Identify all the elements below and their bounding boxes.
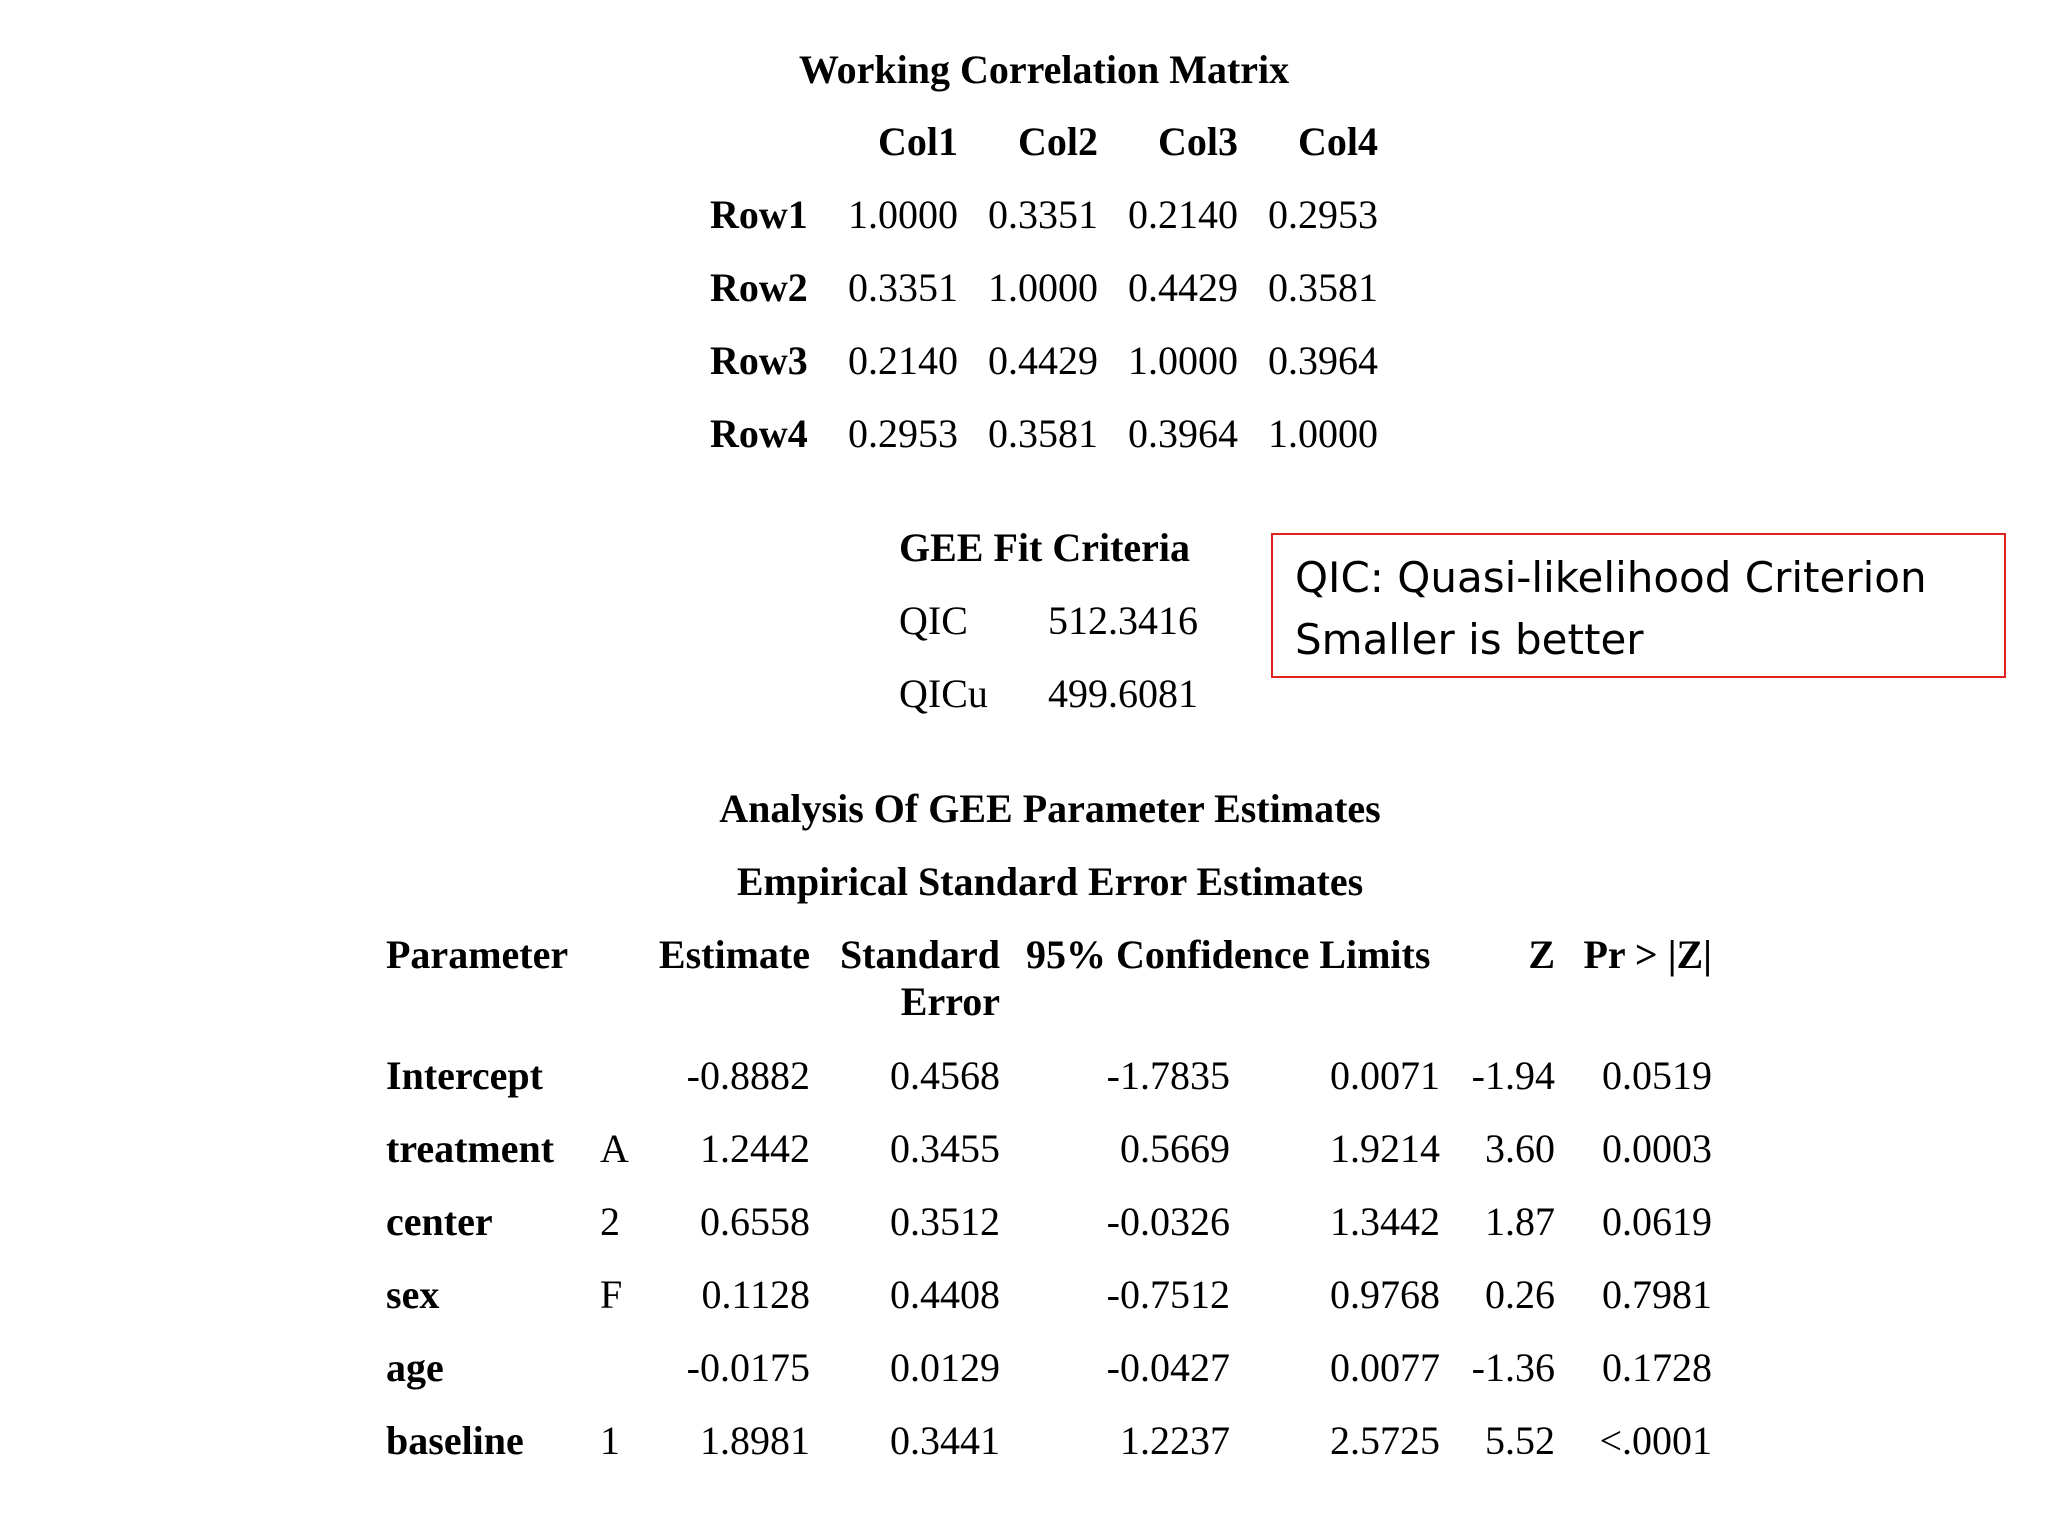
row-p-value: 0.0619	[1602, 1199, 1712, 1244]
row-upper-limit: 1.9214	[1330, 1126, 1440, 1171]
fit-criteria-title: GEE Fit Criteria	[899, 525, 1191, 570]
matrix-cell: 0.4429	[1128, 265, 1238, 310]
annotation-line: QIC: Quasi-likelihood Criterion	[1295, 553, 1927, 602]
parameter-estimates-subtitle: Empirical Standard Error Estimates	[736, 859, 1364, 904]
row-z: 3.60	[1485, 1126, 1555, 1171]
matrix-cell: 0.2140	[1128, 192, 1238, 237]
row-lower-limit: -0.0427	[1106, 1345, 1230, 1390]
row-upper-limit: 0.0071	[1330, 1053, 1440, 1098]
row-upper-limit: 2.5725	[1330, 1418, 1440, 1463]
row-level: A	[600, 1126, 629, 1171]
row-lower-limit: 1.2237	[1120, 1418, 1230, 1463]
matrix-col-header: Col4	[1298, 119, 1378, 164]
row-p-value: 0.7981	[1602, 1272, 1712, 1317]
row-p-value: 0.0003	[1602, 1126, 1712, 1171]
matrix-cell: 0.3581	[1268, 265, 1378, 310]
matrix-col-header: Col2	[1018, 119, 1098, 164]
fit-criteria-label: QIC	[899, 598, 968, 643]
header-confidence-limits: 95% Confidence Limits	[1026, 932, 1431, 977]
row-upper-limit: 0.0077	[1330, 1345, 1440, 1390]
matrix-cell: 0.3581	[988, 411, 1098, 456]
row-estimate: 1.8981	[700, 1418, 810, 1463]
matrix-cell: 0.4429	[988, 338, 1098, 383]
row-std-error: 0.3512	[890, 1199, 1000, 1244]
row-parameter: age	[386, 1345, 444, 1390]
row-parameter: treatment	[386, 1126, 555, 1171]
row-estimate: -0.8882	[686, 1053, 810, 1098]
matrix-cell: 1.0000	[1268, 411, 1378, 456]
row-level: 2	[600, 1199, 620, 1244]
row-upper-limit: 0.9768	[1330, 1272, 1440, 1317]
row-parameter: center	[386, 1199, 493, 1244]
row-p-value: <.0001	[1599, 1418, 1712, 1463]
row-level: 1	[600, 1418, 620, 1463]
matrix-cell: 1.0000	[1128, 338, 1238, 383]
parameter-estimates-title: Analysis Of GEE Parameter Estimates	[719, 786, 1381, 831]
row-z: -1.94	[1471, 1053, 1555, 1098]
working-correlation-title: Working Correlation Matrix	[798, 47, 1290, 92]
row-z: 0.26	[1485, 1272, 1555, 1317]
matrix-row-header: Row1	[710, 192, 808, 237]
row-upper-limit: 1.3442	[1330, 1199, 1440, 1244]
row-std-error: 0.4408	[890, 1272, 1000, 1317]
row-lower-limit: -0.0326	[1106, 1199, 1230, 1244]
row-parameter: sex	[386, 1272, 440, 1317]
matrix-cell: 0.2953	[1268, 192, 1378, 237]
row-estimate: 0.1128	[701, 1272, 810, 1317]
row-lower-limit: 0.5669	[1120, 1126, 1230, 1171]
fit-criteria-value: 499.6081	[1048, 671, 1198, 716]
annotation-line: Smaller is better	[1295, 615, 1644, 664]
header-z: Z	[1528, 932, 1555, 977]
header-standard: Standard	[839, 932, 1000, 977]
matrix-cell: 0.2953	[848, 411, 958, 456]
row-estimate: -0.0175	[686, 1345, 810, 1390]
row-estimate: 1.2442	[700, 1126, 810, 1171]
matrix-col-header: Col3	[1158, 119, 1238, 164]
row-level: F	[600, 1272, 623, 1317]
fit-criteria-value: 512.3416	[1048, 598, 1198, 643]
row-std-error: 0.4568	[890, 1053, 1000, 1098]
matrix-cell: 0.3351	[848, 265, 958, 310]
header-error: Error	[900, 979, 1000, 1024]
row-z: 1.87	[1485, 1199, 1555, 1244]
row-std-error: 0.3441	[890, 1418, 1000, 1463]
matrix-cell: 0.3964	[1128, 411, 1238, 456]
row-lower-limit: -1.7835	[1106, 1053, 1230, 1098]
matrix-cell: 0.3351	[988, 192, 1098, 237]
matrix-cell: 1.0000	[848, 192, 958, 237]
row-estimate: 0.6558	[700, 1199, 810, 1244]
header-estimate: Estimate	[658, 932, 810, 977]
matrix-row-header: Row3	[710, 338, 808, 383]
matrix-cell: 0.3964	[1268, 338, 1378, 383]
row-std-error: 0.0129	[890, 1345, 1000, 1390]
matrix-row-header: Row2	[710, 265, 808, 310]
row-z: 5.52	[1485, 1418, 1555, 1463]
row-p-value: 0.0519	[1602, 1053, 1712, 1098]
fit-criteria-label: QICu	[899, 671, 988, 716]
matrix-cell: 1.0000	[988, 265, 1098, 310]
row-lower-limit: -0.7512	[1106, 1272, 1230, 1317]
qic-annotation-box	[1271, 533, 2006, 678]
row-p-value: 0.1728	[1602, 1345, 1712, 1390]
row-std-error: 0.3455	[890, 1126, 1000, 1171]
matrix-row-header: Row4	[710, 411, 808, 456]
matrix-cell: 0.2140	[848, 338, 958, 383]
row-parameter: baseline	[386, 1418, 524, 1463]
row-parameter: Intercept	[386, 1053, 543, 1098]
row-z: -1.36	[1471, 1345, 1555, 1390]
header-parameter: Parameter	[386, 932, 569, 977]
matrix-col-header: Col1	[878, 119, 958, 164]
header-p-value: Pr > |Z|	[1583, 932, 1712, 977]
